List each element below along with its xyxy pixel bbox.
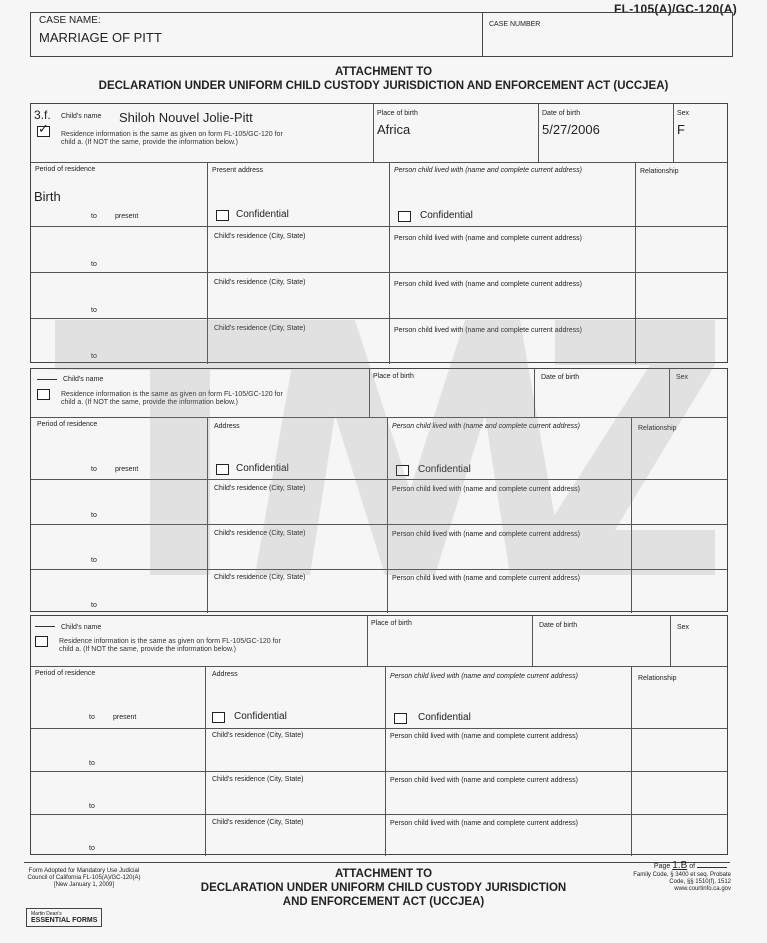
residence-cell[interactable]: [205, 772, 385, 814]
child1-prior-row: [31, 272, 727, 318]
child2-pob-cell[interactable]: [369, 369, 534, 417]
person-cell[interactable]: [389, 319, 635, 364]
child1-prior-row: [31, 318, 727, 364]
person-label: Person child lived with (name and complete current address): [390, 820, 578, 827]
person-lived-with-cell: [389, 163, 635, 226]
person-label: Person child lived with (name and complete current address): [394, 235, 582, 242]
child1-number: 3.f.: [34, 108, 51, 122]
residence-cell[interactable]: [207, 319, 389, 364]
confidential-label: Confidential: [418, 464, 471, 475]
to-label: to: [91, 466, 97, 473]
child1-period-start[interactable]: Birth: [34, 189, 61, 204]
child3-dob-cell[interactable]: [532, 616, 670, 666]
logo-top-text: Martin Dean's: [31, 911, 62, 917]
person-lived-with-cell: [385, 667, 631, 728]
to-label: to: [91, 602, 97, 609]
relationship-cell: [631, 418, 729, 479]
child3-prior-row: [31, 728, 727, 771]
child2-residence-same-checkbox[interactable]: [37, 389, 50, 400]
child1-name-row: [31, 104, 727, 162]
child2-name-label: Child's name: [63, 376, 104, 383]
child3-residence-row: [31, 666, 727, 728]
form-code: FL-105(A)/GC-120(A): [613, 2, 737, 16]
address-label: Address: [214, 423, 240, 430]
form-title-line2: DECLARATION UNDER UNIFORM CHILD CUSTODY JURISDICTION AND ENFORCEMENT ACT (UCCJEA): [98, 80, 669, 92]
child1-prior-row: [31, 226, 727, 272]
to-label: to: [89, 803, 95, 810]
child3-prior-row: [31, 771, 727, 814]
residence-label: Child's residence (City, State): [212, 732, 304, 739]
to-label: to: [91, 213, 97, 220]
person-cell[interactable]: [385, 772, 631, 814]
case-header-box: [30, 12, 733, 57]
person-cell[interactable]: [385, 729, 631, 771]
child2-dob-cell[interactable]: [534, 369, 669, 417]
relationship-label: Relationship: [638, 425, 677, 432]
residence-label: Child's residence (City, State): [214, 530, 306, 537]
case-name-field[interactable]: MARRIAGE OF PITT: [39, 30, 162, 45]
confidential-label: Confidential: [418, 712, 471, 723]
relationship-cell: [635, 163, 729, 226]
present-address-cell: [207, 163, 389, 226]
relationship-cell[interactable]: [631, 815, 729, 856]
residence-cell[interactable]: [207, 273, 389, 318]
case-name-cell: [31, 13, 483, 56]
child3-residence-same-checkbox[interactable]: [35, 636, 48, 647]
child3-sex-cell[interactable]: [670, 616, 729, 666]
case-name-label: CASE NAME:: [39, 15, 101, 26]
person-cell[interactable]: [387, 480, 631, 524]
child2-letter-blank[interactable]: [37, 379, 57, 380]
address-cell: [207, 418, 387, 479]
child3-pob-label: Place of birth: [371, 620, 412, 627]
person-label: Person child lived with (name and complete current address): [394, 327, 582, 334]
person-lived-with-cell: [387, 418, 631, 479]
residence-label: Child's residence (City, State): [214, 279, 306, 286]
page-label: Page: [653, 863, 671, 870]
footer-title-line1: ATTACHMENT TO: [334, 868, 433, 880]
to-label: to: [89, 760, 95, 767]
confidential-checkbox[interactable]: [398, 211, 411, 222]
child2-name-row: [31, 369, 727, 417]
person-label: Person child lived with (name and complete current address): [390, 777, 578, 784]
confidential-checkbox[interactable]: [394, 713, 407, 724]
child-block-1: [30, 103, 728, 363]
residence-label: Child's residence (City, State): [214, 485, 306, 492]
page-number-field[interactable]: 1.B: [672, 860, 688, 871]
child1-residence-same-label: Residence information is the same as given on form FL-105/GC-120 for child a. (If NOT the same, provide the information below.): [61, 131, 283, 146]
relationship-cell[interactable]: [631, 729, 729, 771]
essential-forms-logo: [26, 908, 102, 927]
child1-sex-label: Sex: [677, 110, 690, 117]
relationship-cell[interactable]: [631, 525, 729, 569]
child-block-2: [30, 368, 728, 612]
relationship-cell[interactable]: [635, 319, 729, 364]
child2-residence-same-label: Residence information is the same as given on form FL-105/GC-120 for child a. (If NOT the same, provide the information below.): [61, 391, 283, 406]
present-label: present: [115, 466, 139, 473]
relationship-cell[interactable]: [631, 772, 729, 814]
residence-label: Child's residence (City, State): [212, 819, 304, 826]
residence-cell[interactable]: [205, 815, 385, 856]
child1-residence-row: [31, 162, 727, 226]
child1-dob-field[interactable]: 5/27/2006: [542, 122, 600, 137]
to-label: to: [91, 307, 97, 314]
present-address-label: Present address: [212, 167, 263, 174]
period-label: Period of residence: [35, 670, 96, 677]
child3-prior-row: [31, 814, 727, 856]
form-title-line1: ATTACHMENT TO: [334, 66, 433, 78]
relationship-cell[interactable]: [631, 480, 729, 524]
person-label: Person child lived with (name and complete current address): [392, 486, 580, 493]
person-lived-with-label: Person child lived with (name and complete current address): [390, 673, 578, 680]
confidential-checkbox[interactable]: [216, 210, 229, 221]
relationship-label: Relationship: [640, 168, 679, 175]
residence-label: Child's residence (City, State): [214, 325, 306, 332]
person-lived-with-label: Person child lived with (name and complete current address): [392, 423, 580, 430]
to-label: to: [89, 714, 95, 721]
confidential-label: Confidential: [236, 463, 289, 474]
child1-pob-field[interactable]: Africa: [377, 122, 411, 137]
confidential-label: Confidential: [420, 210, 473, 221]
confidential-checkbox[interactable]: [212, 712, 225, 723]
child1-sex-field[interactable]: F: [677, 122, 685, 137]
address-label: Address: [212, 671, 238, 678]
child2-residence-row: [31, 417, 727, 479]
present-label: present: [113, 714, 137, 721]
to-label: to: [91, 353, 97, 360]
confidential-checkbox[interactable]: [396, 465, 409, 476]
child1-name-label: Child's name: [61, 113, 102, 120]
child2-prior-row: [31, 479, 727, 524]
to-label: to: [91, 512, 97, 519]
person-label: Person child lived with (name and complete current address): [394, 281, 582, 288]
code-references: Family Code, § 3400 et seq. Probate Code, §§ 1510(f), 1512 www.courtinfo.ca.gov: [633, 872, 731, 892]
child1-pob-cell: [373, 104, 538, 162]
person-label: Person child lived with (name and complete current address): [390, 733, 578, 740]
residence-cell[interactable]: [207, 480, 387, 524]
child3-letter-blank[interactable]: [35, 626, 55, 627]
checkmark-icon: ✓: [38, 121, 49, 136]
page-of-label: of: [689, 863, 696, 870]
case-number-label: CASE NUMBER: [489, 21, 541, 28]
child-block-3: [30, 615, 728, 855]
case-number-cell[interactable]: [483, 13, 546, 56]
person-cell[interactable]: [389, 227, 635, 272]
confidential-checkbox[interactable]: [216, 464, 229, 475]
residence-label: Child's residence (City, State): [214, 233, 306, 240]
person-cell[interactable]: [385, 815, 631, 856]
person-label: Person child lived with (name and complete current address): [392, 575, 580, 582]
residence-label: Child's residence (City, State): [214, 574, 306, 581]
child3-name-label: Child's name: [61, 624, 102, 631]
to-label: to: [89, 845, 95, 852]
person-lived-with-label: Person child lived with (name and complete current address): [394, 167, 582, 174]
logo-text: ESSENTIAL FORMS: [31, 917, 98, 924]
child3-name-row: [31, 616, 727, 666]
residence-cell[interactable]: [207, 525, 387, 569]
relationship-cell: [631, 667, 729, 728]
person-cell[interactable]: [387, 525, 631, 569]
footer-title-line2: DECLARATION UNDER UNIFORM CHILD CUSTODY JURISDICTION: [200, 882, 567, 894]
child3-sex-label: Sex: [677, 624, 690, 631]
child2-prior-row: [31, 569, 727, 613]
child3-pob-cell[interactable]: [367, 616, 532, 666]
relationship-cell[interactable]: [631, 570, 729, 613]
residence-cell[interactable]: [205, 729, 385, 771]
period-label: Period of residence: [37, 421, 98, 428]
child1-dob-label: Date of birth: [542, 110, 581, 117]
child2-pob-label: Place of birth: [373, 373, 414, 380]
person-cell[interactable]: [387, 570, 631, 613]
child2-sex-cell[interactable]: [669, 369, 729, 417]
child1-dob-cell: [538, 104, 673, 162]
address-cell: [205, 667, 385, 728]
child1-pob-label: Place of birth: [377, 110, 418, 117]
child3-dob-label: Date of birth: [539, 622, 578, 629]
child1-name-field[interactable]: Shiloh Nouvel Jolie-Pitt: [119, 110, 253, 125]
child2-prior-row: [31, 524, 727, 569]
relationship-cell[interactable]: [635, 273, 729, 318]
confidential-label: Confidential: [236, 209, 289, 220]
relationship-label: Relationship: [638, 675, 677, 682]
child2-sex-label: Sex: [676, 374, 689, 381]
person-cell[interactable]: [389, 273, 635, 318]
person-label: Person child lived with (name and complete current address): [392, 531, 580, 538]
form-adopted-note: Form Adopted for Mandatory Use Judicial Council of California FL-105(A)/GC-120(A) [New January 1, 2009]: [27, 868, 141, 888]
relationship-cell[interactable]: [635, 227, 729, 272]
child3-residence-same-label: Residence information is the same as given on form FL-105/GC-120 for child a. (If NOT the same, provide the information below.): [59, 638, 281, 653]
residence-label: Child's residence (City, State): [212, 776, 304, 783]
residence-cell[interactable]: [207, 227, 389, 272]
footer-divider: [24, 862, 730, 863]
to-label: to: [91, 261, 97, 268]
period-label: Period of residence: [35, 166, 96, 173]
child2-dob-label: Date of birth: [541, 374, 580, 381]
residence-cell[interactable]: [207, 570, 387, 613]
child1-sex-cell: [673, 104, 729, 162]
footer-title-line3: AND ENFORCEMENT ACT (UCCJEA): [282, 896, 485, 908]
present-label: present: [115, 213, 139, 220]
to-label: to: [91, 557, 97, 564]
confidential-label: Confidential: [234, 711, 287, 722]
